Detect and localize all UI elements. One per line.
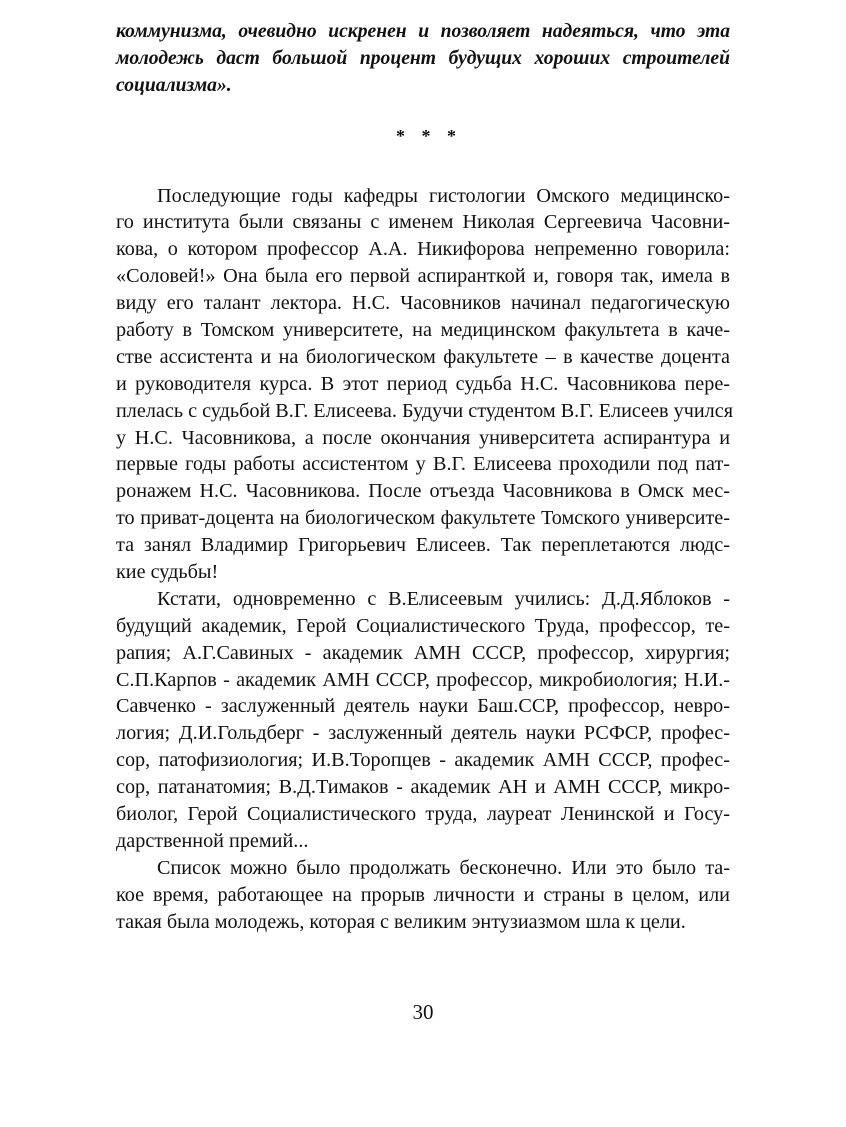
- text-line: та занял Владимир Григорьевич Елисеев. Так переплетаются людс-: [116, 534, 730, 557]
- text-line: С.П.Карпов - академик АМН СССР, профессор, микробиология; Н.И.-: [116, 668, 730, 691]
- text-line: логия; Д.И.Гольдберг - заслуженный деятель науки РСФСР, профес-: [116, 722, 730, 745]
- text-line: плелась с судьбой В.Г. Елисеева. Будучи студентом В.Г. Елисеев учился: [116, 399, 733, 422]
- text-line: сор, патофизиология; И.В.Торопцев - академик АМН СССР, профес-: [116, 749, 730, 772]
- text-line: первые годы работы ассистентом у В.Г. Елисеева проходили под пат-: [116, 453, 730, 476]
- text-line: Список можно было продолжать бесконечно. Или это было та-: [157, 856, 730, 879]
- quote-line: социализма».: [116, 75, 232, 97]
- paragraph-classmates: [116, 586, 730, 855]
- text-line: и руководителя курса. В этот период судьба Н.С. Часовникова пере-: [116, 372, 730, 395]
- text-line: «Соловей!» Она была его первой аспиранткой и, говоря так, имела в: [116, 265, 730, 288]
- text-line: Последующие годы кафедры гистологии Омского медицинско-: [157, 184, 730, 207]
- text-line: у Н.С. Часовникова, а после окончания университета аспирантура и: [116, 426, 730, 449]
- text-line: Кстати, одновременно с В.Елисеевым учились: Д.Д.Яблоков -: [157, 587, 730, 610]
- text-line: кие судьбы!: [116, 561, 219, 584]
- text-line: ронажем Н.С. Часовникова. После отъезда Часовникова в Омск мес-: [116, 480, 730, 503]
- text-line: Савченко - заслуженный деятель науки Баш.ССР, профессор, невро-: [116, 695, 730, 718]
- text-line: то приват-доцента на биологическом факультете Томского университе-: [116, 507, 730, 530]
- text-line: виду его талант лектора. Н.С. Часовников начинал педагогическую: [116, 292, 730, 315]
- text-line: будущий академик, Герой Социалистического Труда, профессор, те-: [116, 614, 730, 637]
- text-line: биолог, Герой Социалистического труда, лауреат Ленинской и Госу-: [116, 803, 730, 826]
- quote-line: коммунизма, очевидно искренен и позволяет надеяться, что эта: [116, 21, 730, 42]
- text-line: рапия; А.Г.Савиных - академик АМН СССР, профессор, хирургия;: [116, 641, 730, 664]
- page-number: 30: [412, 1000, 434, 1024]
- paragraph-conclusion: [116, 855, 730, 936]
- section-separator: * * *: [396, 125, 462, 146]
- text-line: кова, о котором профессор А.А. Никифорова непременно говорила:: [116, 238, 730, 261]
- text-line: дарственной премий...: [116, 829, 309, 852]
- text-line: работу в Томском университете, на медицинском факультета в каче-: [116, 319, 730, 342]
- text-line: сор, патанатомия; В.Д.Тимаков - академик АН и АМН СССР, микро-: [116, 776, 730, 799]
- text-line: такая была молодежь, которая с великим энтузиазмом шла к цели.: [116, 910, 686, 933]
- text-line: кое время, работающее на прорыв личности и страны в целом, или: [116, 883, 730, 906]
- quote-line: молодежь даст большой процент будущих хороших строителей: [116, 48, 730, 70]
- quote-block: [116, 18, 730, 100]
- text-line: стве ассистента и на биологическом факультете – в качестве доцента: [116, 345, 730, 368]
- paragraph-chasovnikov: [116, 183, 733, 586]
- text-line: го института были связаны с именем Николая Сергеевича Часовни-: [116, 211, 730, 234]
- page-body: [116, 18, 733, 936]
